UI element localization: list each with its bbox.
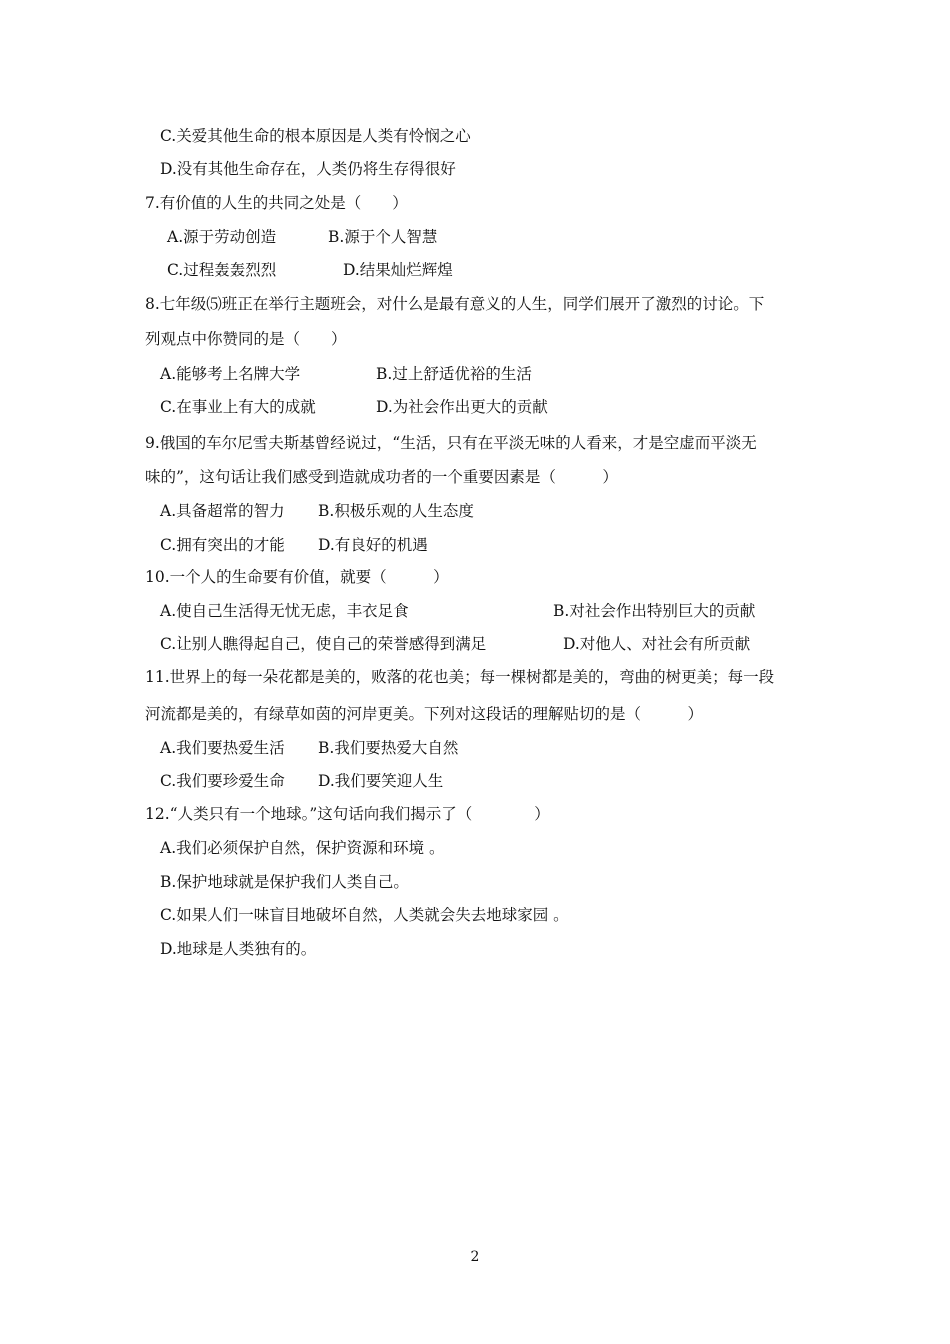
q8-option-b: B.过上舒适优裕的生活 [376,365,532,383]
q9-option-a: A.具备超常的智力 [160,502,285,520]
q9-option-b: B.积极乐观的人生态度 [318,502,474,520]
q7-option-b: B.源于个人智慧 [328,228,438,246]
q9-option-c: C.拥有突出的才能 [160,536,285,554]
q7-option-a: A.源于劳动创造 [167,228,277,246]
q10-option-c: C.让别人瞧得起自己，使自己的荣誉感得到满足 [160,635,487,653]
q12-option-a: A.我们必须保护自然，保护资源和环境 。 [160,839,445,857]
q12-option-d: D.地球是人类独有的。 [160,940,317,958]
q8-stem-line1: 8.七年级⑸班正在举行主题班会，对什么是最有意义的人生，同学们展开了激烈的讨论。下 [145,295,765,313]
q11-option-c: C.我们要珍爱生命 [160,772,285,790]
q7-option-d: D.结果灿烂辉煌 [343,261,453,279]
q12-option-b: B.保护地球就是保护我们人类自己。 [160,873,409,891]
q8-option-c: C.在事业上有大的成就 [160,398,316,416]
q12-option-c: C.如果人们一味盲目地破坏自然，人类就会失去地球家园 。 [160,906,569,924]
q12-stem: 12.“人类只有一个地球。”这句话向我们揭示了（ ） [145,805,550,823]
q8-stem-line2: 列观点中你赞同的是（ ） [145,330,347,348]
q9-stem-line2: 味的”，这句话让我们感受到造就成功者的一个重要因素是（ ） [145,468,618,486]
q10-option-a: A.使自己生活得无忧无虑，丰衣足食 [160,602,409,620]
q11-option-a: A.我们要热爱生活 [160,739,285,757]
q6-option-c: C.关爱其他生命的根本原因是人类有怜悯之心 [160,127,471,145]
q9-option-d: D.有良好的机遇 [318,536,428,554]
q11-stem-line1: 11.世界上的每一朵花都是美的，败落的花也美；每一棵树都是美的，弯曲的树更美；每一段 [145,668,775,686]
q10-option-d: D.对他人、对社会有所贡献 [563,635,751,653]
q7-stem: 7.有价值的人生的共同之处是（ ） [145,194,408,212]
q10-stem: 10.一个人的生命要有价值，就要（ ） [145,568,449,586]
q11-option-b: B.我们要热爱大自然 [318,739,459,757]
q7-option-c: C.过程轰轰烈烈 [167,261,277,279]
q6-option-d: D.没有其他生命存在，人类仍将生存得很好 [160,160,456,178]
page-number: 2 [470,1249,480,1265]
q11-option-d: D.我们要笑迎人生 [318,772,444,790]
q11-stem-line2: 河流都是美的，有绿草如茵的河岸更美。下列对这段话的理解贴切的是（ ） [145,705,704,723]
q9-stem-line1: 9.俄国的车尔尼雪夫斯基曾经说过，“生活，只有在平淡无味的人看来，才是空虚而平淡无 [145,434,757,452]
q8-option-a: A.能够考上名牌大学 [160,365,301,383]
q10-option-b: B.对社会作出特别巨大的贡献 [553,602,756,620]
q8-option-d: D.为社会作出更大的贡献 [376,398,548,416]
